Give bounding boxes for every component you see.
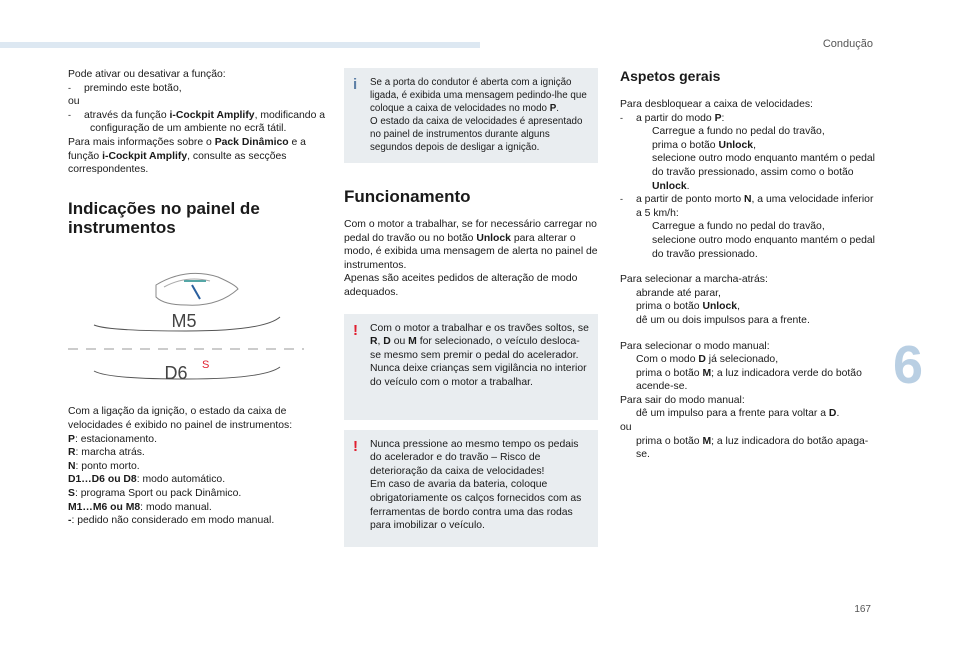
unlock-intro: Para desbloquear a caixa de velocidades: (620, 99, 813, 110)
display-bottom: D6 (164, 362, 188, 383)
heading-general: Aspetos gerais (620, 68, 721, 84)
chapter-number: 6 (893, 335, 924, 395)
intro-item: - premindo este botão, (68, 82, 182, 94)
exit-step: dê um impulso para a frente para voltar a D. (636, 408, 840, 420)
reverse-step: dê um ou dois impulsos para a frente. (636, 314, 810, 326)
warning-icon: ! (353, 321, 358, 339)
section-title: Condução (822, 38, 873, 50)
status-item: P: estacionamento. (68, 433, 157, 445)
heading-operation: Funcionamento (344, 187, 471, 206)
status-item: R: marcha atrás. (68, 447, 145, 459)
unlock-step: - a partir do modo P: (620, 112, 725, 124)
unlock-step: prima o botão Unlock, (652, 139, 756, 151)
reverse-step: prima o botão Unlock, (636, 301, 740, 313)
exit-step: prima o botão M; a luz indicadora do botão apaga-se. (636, 435, 869, 461)
info-text: Se a porta do condutor é aberta com a ignição ligada, é exibida uma mensagem pedindo-lhe que coloque a caixa de velocidades no modo P. (370, 77, 587, 114)
warning-text: Nunca deixe crianças sem vigilância no interior do veículo com o motor a trabalhar. (370, 363, 587, 388)
operation-text: Com o motor a trabalhar, se for necessário carregar no pedal do travão ou no botão Unlock para alterar o modo, é exibida uma mensagem de alerta no painel de instrumentos. (344, 219, 598, 271)
info-text: O estado da caixa de velocidades é apresentado no painel de instrumentos durante alguns segundos depois de desligar a ignição. (370, 116, 583, 153)
instrument-panel-illustration (68, 267, 304, 387)
display-bottom-sup: S (202, 358, 210, 371)
status-item: M1…M6 ou M8: modo manual. (68, 501, 212, 513)
column-left (68, 68, 326, 528)
warning-text: Em caso de avaria da bateria, coloque obrigatoriamente os calços fornecidos com as ferramentas de bordo contra uma das rodas para imobilizar o veículo. (370, 479, 582, 532)
unlock-step: selecione outro modo enquanto mantém o pedal do travão pressionado, assim como o botão Unlock. (652, 153, 875, 192)
status-item: D1…D6 ou D8: modo automático. (68, 474, 226, 486)
heading-indications: Indicações no painel de instrumentos (68, 198, 260, 237)
intro-item: - através da função i-Cockpit Amplify, modificando a configuração de um ambiente no ecrã tátil. (68, 109, 326, 135)
unlock-step: Carregue a fundo no pedal do travão, (652, 221, 825, 233)
column-middle (344, 68, 598, 547)
status-item: S: programa Sport ou pack Dinâmico. (68, 487, 242, 499)
warning-box-1 (344, 314, 598, 420)
unlock-step: Carregue a fundo no pedal do travão, (652, 126, 825, 138)
warning-box-2 (344, 430, 598, 547)
column-right (620, 68, 882, 462)
manual-intro: Para selecionar o modo manual: (620, 340, 770, 352)
status-intro: Com a ligação da ignição, o estado da caixa de velocidades é exibido no painel de instrumentos: (68, 406, 293, 431)
page-number: 167 (854, 604, 871, 615)
operation-text: Apenas são aceites pedidos de alteração de modo adequados. (344, 273, 578, 298)
display-top: M5 (171, 310, 197, 331)
info-icon: i (353, 76, 358, 93)
warning-icon: ! (353, 437, 358, 455)
intro-line: Pode ativar ou desativar a função: (68, 69, 226, 80)
manual-step: prima o botão M; a luz indicadora verde do botão acende-se. (636, 367, 862, 393)
exit-or: ou (620, 422, 632, 434)
intro-more: Para mais informações sobre o Pack Dinâmico e a função i-Cockpit Amplify, consulte as secções correspondentes. (68, 136, 306, 176)
warning-text: Com o motor a trabalhar e os travões soltos, se R, D ou M for selecionado, o veículo desloca-se mesmo sem premir o pedal do acelerador. (370, 322, 589, 361)
unlock-step: selecione outro modo enquanto mantém o pedal do travão pressionado. (652, 234, 875, 260)
header-bar (0, 42, 480, 48)
intro-or: ou (68, 96, 80, 108)
exit-intro: Para sair do modo manual: (620, 394, 745, 406)
info-box (344, 68, 598, 163)
warning-text: Nunca pressione ao mesmo tempo os pedais do acelerador e do travão – Risco de deterioração da caixa de velocidades! (370, 438, 579, 477)
reverse-intro: Para selecionar a marcha-atrás: (620, 274, 768, 286)
manual-step: Com o modo D já selecionado, (636, 354, 779, 366)
needle-icon (192, 285, 200, 299)
cluster-outline-icon (156, 273, 238, 305)
status-item: N: ponto morto. (68, 460, 140, 472)
reverse-step: abrande até parar, (636, 287, 721, 299)
unlock-step: - a partir de ponto morto N, a uma velocidade inferior a 5 km/h: (620, 194, 874, 219)
status-item: -: pedido não considerado em modo manual. (68, 515, 275, 527)
